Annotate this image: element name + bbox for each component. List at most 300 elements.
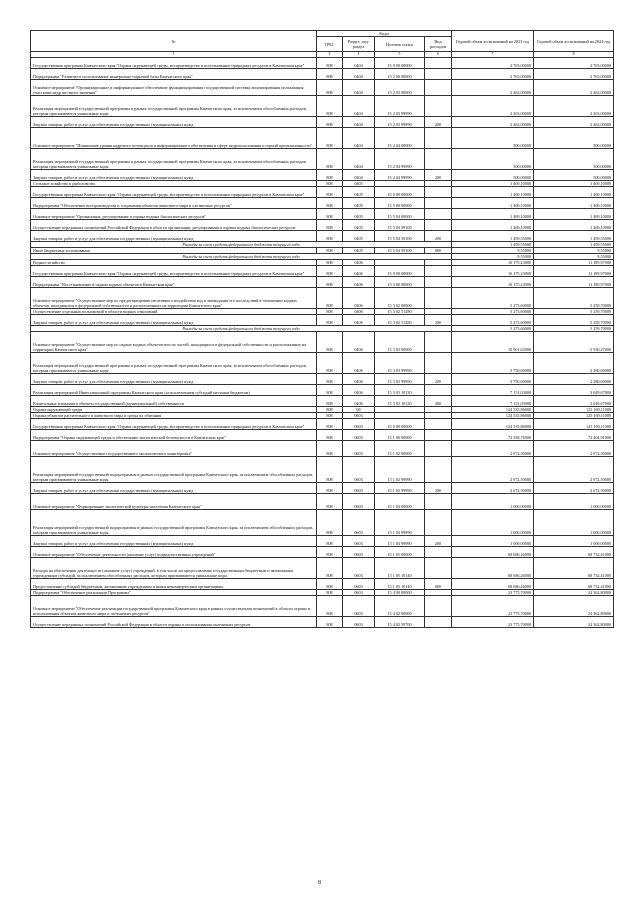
row-vid [425,384,452,395]
row-value-2023: 500,00000 [452,169,534,180]
row-description: Закупка товаров, работ и услуг для обеспечения государственных (муниципальных) нужд [31,535,317,546]
row-grbs: 808 [317,509,343,535]
row-grbs: 808 [317,373,343,384]
table-row [31,95,614,116]
row-description: Основное мероприятие "Осуществление государственного экологического мониторинга" [31,440,317,456]
table-row [31,57,614,68]
row-grbs: 808 [317,308,343,314]
row-description: Иные бюджетные ассигнования [31,247,317,253]
row-vid [425,509,452,535]
row-value-2024: 5 930,27000 [534,331,614,352]
row-vid [425,79,452,95]
row-grbs: 808 [317,440,343,456]
row-razdel: 0603 [343,509,375,535]
row-razdel: 0404 [343,127,375,148]
row-value-2024: 1 469,10000 [534,208,614,219]
row-razdel: 0603 [343,493,375,509]
row-value-2023: 68 686,26000 [452,557,534,578]
column-number: 3 [317,52,343,58]
row-italic-note: Расходы за счет средств федерального бюджета текущего года [31,253,452,259]
row-value-2023: 72 358,76000 [452,429,534,440]
row-description: Основное мероприятие "Формирование экологической культуры населения Камчатского края" [31,493,317,509]
column-number: 6 [425,52,452,58]
row-razdel: 0404 [343,79,375,95]
row-statya: 15 2 03 00000 [375,79,425,95]
row-grbs: 808 [317,95,343,116]
row-description: Основное мероприятие "Организация, регулирование и охрана водных биологических ресурсов" [31,208,317,219]
row-value-2024: 125 169,11000 [534,412,614,418]
row-statya: 15 5 04 00000 [375,208,425,219]
row-statya: 15 2 04 99990 [375,169,425,180]
row-grbs: 808 [317,276,343,287]
row-razdel: 0603 [343,589,375,595]
row-description: Закупка товаров, работ и услуг для обеспечения государственных (муниципальных) нужд [31,169,317,180]
row-grbs: 808 [317,578,343,589]
row-vid [425,546,452,557]
row-statya: 15 5 04 59100 [375,230,425,241]
table-row [31,418,614,429]
row-vid [425,493,452,509]
row-value-2023: 1 469,10000 [452,197,534,208]
row-vid [425,456,452,482]
row-grbs: 808 [317,148,343,169]
row-value-2024: 1 000,00000 [534,509,614,535]
header-2024: Годовой объем ассигнований на 2024 год [534,31,614,52]
row-vid [425,95,452,116]
row-statya: 15 3 02 51280 [375,308,425,314]
row-value-2023: 7 151,03000 [452,395,534,406]
row-description: Закупка товаров, работ и услуг для обеспечения государственных (муниципальных) нужд [31,230,317,241]
row-value-2024: 68 732,41000 [534,557,614,578]
row-statya: 15 1 02 00000 [375,440,425,456]
header-codes: Коды [317,31,452,37]
row-value-2024: 5 259,70000 [534,287,614,308]
row-description: Реализация мероприятий государственной программы в рамках государственной программы Камчатского края, за исключением обособленных расходов, которым присваиваются уникальные коды [31,148,317,169]
row-value-2023: 2 672,50000 [452,482,534,493]
row-description: Основное мероприятие "Организационное и информационное обеспечение функционирования государственной системы лицензирования пользования участками недр местного значения" [31,79,317,95]
row-statya: 15 3 03 99990 [375,352,425,373]
row-grbs: 808 [317,208,343,219]
row-vid [425,331,452,352]
row-vid: 200 [425,482,452,493]
row-description: Закупка товаров, работ и услуг для обеспечения государственных (муниципальных) нужд [31,116,317,127]
row-description: Государственная программа Камчатского края "Охрана окружающей среды, воспроизводство и использование природных ресурсов в Камчатском крае" [31,265,317,276]
row-grbs: 808 [317,406,343,412]
row-razdel: 0406 [343,373,375,384]
row-razdel: 0405 [343,230,375,241]
row-value-2023: 16 175,23000 [452,276,534,287]
row-value-2023: 5 273,60000 [452,308,534,314]
table-row [31,127,614,148]
row-grbs: 808 [317,395,343,406]
row-value-2023: 5 273,60000 [452,314,534,325]
row-grbs: 808 [317,259,343,265]
row-value-2023: 5 273,60000 [452,325,534,331]
row-value-2024: 5 259,70000 [534,308,614,314]
row-grbs: 808 [317,116,343,127]
table-row [31,429,614,440]
row-grbs: 808 [317,180,343,186]
header-vid: Вид расходов [425,37,452,52]
table-row [31,535,614,546]
row-value-2024: 2 763,00000 [534,68,614,79]
row-description: Реализация мероприятий государственной программы в рамках государственной программы Камчатского края, за исключением обособленных расходов, которым присваиваются уникальные коды [31,95,317,116]
row-razdel: 0406 [343,395,375,406]
row-value-2023: 1 469,10000 [452,219,534,230]
table-row [31,148,614,169]
row-value-2024: 125 169,11000 [534,418,614,429]
row-grbs: 808 [317,589,343,595]
row-value-2023: 23 775,70000 [452,616,534,627]
row-description: Государственная программа Камчатского края "Охрана окружающей среды, воспроизводство и использование природных ресурсов в Камчатском крае" [31,186,317,197]
row-vid [425,616,452,627]
row-value-2024: 9,55000 [534,253,614,259]
row-value-2023: 124 535,86000 [452,406,534,412]
row-grbs: 808 [317,230,343,241]
row-grbs: 808 [317,79,343,95]
row-grbs: 808 [317,429,343,440]
table-row [31,557,614,578]
row-vid [425,418,452,429]
row-value-2024: 1 459,55000 [534,230,614,241]
row-value-2024: 2 280,60000 [534,373,614,384]
row-statya: 15 4 02 00000 [375,595,425,616]
row-value-2024: 5 259,70000 [534,325,614,331]
row-value-2023: 3 750,60000 [452,373,534,384]
row-grbs: 808 [317,418,343,429]
row-statya: 15 3 02 00000 [375,287,425,308]
row-razdel: 0405 [343,180,375,186]
row-value-2023: 23 775,70000 [452,595,534,616]
row-grbs: 808 [317,331,343,352]
table-row [31,276,614,287]
row-value-2023: 68 686,26000 [452,578,534,589]
row-statya: 15 0 00 00000 [375,265,425,276]
row-vid: 200 [425,314,452,325]
row-statya: 15 1 04 99990 [375,509,425,535]
row-value-2024: 2 280,60000 [534,352,614,373]
row-grbs: 808 [317,247,343,253]
row-value-2023: 2 263,00000 [452,79,534,95]
row-razdel: 0603 [343,440,375,456]
row-statya: 15 5 04 59100 [375,247,425,253]
row-value-2023: 1 469,10000 [452,208,534,219]
row-value-2024: 2 672,50000 [534,440,614,456]
table-row [31,186,614,197]
row-description: Охрана окружающей среды [31,406,317,412]
row-description: Основное мероприятие "Повышение уровня кадрового потенциала и информационного обеспечения в сфере недропользования и горной промышленности" [31,127,317,148]
table-row [31,395,614,406]
row-value-2024: 5 259,70000 [534,314,614,325]
row-grbs: 808 [317,412,343,418]
row-grbs: 808 [317,197,343,208]
row-grbs: 808 [317,219,343,230]
row-value-2023: 9,55000 [452,253,534,259]
row-value-2024: 11 189,97000 [534,276,614,287]
row-value-2023: 2 263,00000 [452,116,534,127]
row-statya: 15 2 00 00000 [375,68,425,79]
row-value-2024: 68 732,41000 [534,546,614,557]
row-vid: 200 [425,535,452,546]
row-description: Закупка товаров, работ и услуг для обеспечения государственных (муниципальных) нужд [31,373,317,384]
row-razdel: 0405 [343,197,375,208]
row-grbs: 808 [317,546,343,557]
row-value-2024: 125 169,11000 [534,406,614,412]
row-razdel: 0603 [343,578,375,589]
row-statya: 15 2 03 99990 [375,116,425,127]
row-description: Подпрограмма "Обеспечение реализации Программы" [31,589,317,595]
row-value-2023: 23 775,70000 [452,589,534,595]
row-value-2024: 1 469,10000 [534,219,614,230]
table-row [31,546,614,557]
row-value-2023: 9,55000 [452,247,534,253]
row-razdel: 0404 [343,68,375,79]
row-statya: 15 5 04 59100 [375,219,425,230]
row-vid [425,208,452,219]
header-grbs: ГРБС [317,37,343,52]
row-razdel: 0603 [343,557,375,578]
row-grbs: 808 [317,595,343,616]
row-value-2023: 16 175,23000 [452,259,534,265]
row-grbs: 808 [317,169,343,180]
row-description: Реализация мероприятий Инвестиционной программы Камчатского края (за исключением субсидий местным бюджетам) [31,384,317,395]
row-grbs: 808 [317,557,343,578]
row-statya: 15 1 04 99990 [375,535,425,546]
row-grbs: 808 [317,493,343,509]
row-grbs: 808 [317,482,343,493]
row-value-2023: 10 901,63000 [452,331,534,352]
row-statya: 15 1 00 00000 [375,429,425,440]
row-vid: 200 [425,169,452,180]
row-description: Основное мероприятие "Осуществление мер по охране водных объектов или их частей, находящихся в федеральной собственности и расположенных на территории Камчатского края" [31,331,317,352]
row-razdel: 0404 [343,95,375,116]
row-statya: 15 1 05 00000 [375,546,425,557]
row-value-2024: 3 649,67000 [534,395,614,406]
row-statya: 15 1 04 00000 [375,493,425,509]
row-value-2023: 1 000,00000 [452,535,534,546]
row-description: Подпрограмма "Развитие и использование минерально-сырьевой базы Камчатского края" [31,68,317,79]
row-description: Расходы на обеспечение деятельности (оказание услуг) учреждений, в том числе на предоставление государственным бюджетным и автономным учреждениям субсидий, за исключением обособленных расходов, которым присваиваются уникальные коды [31,557,317,578]
row-razdel: 0603 [343,429,375,440]
column-number: 7 [452,52,534,58]
row-vid [425,557,452,578]
row-value-2023: 68 686,26000 [452,546,534,557]
row-value-2023: 1 459,55000 [452,230,534,241]
table-row [31,352,614,373]
row-vid: 400 [425,395,452,406]
row-value-2023: 1 000,00000 [452,509,534,535]
row-value-2023: 124 535,86000 [452,418,534,429]
row-statya: 15 3 03 99990 [375,373,425,384]
table-body [31,52,614,628]
row-statya: 15 2 03 99990 [375,95,425,116]
row-razdel: 0405 [343,219,375,230]
table-row [31,595,614,616]
row-vid [425,276,452,287]
row-vid [425,127,452,148]
row-description: Осуществление переданных полномочий Российской Федерации в области организации, регулирования и охраны водных биологических ресурсов [31,219,317,230]
table-row [31,230,614,241]
header-statya: Целевая статья [375,37,425,52]
document-page [30,30,613,628]
row-vid: 200 [425,230,452,241]
row-description: Основное мероприятие "Обеспечение деятельности (оказание услуг) подведомственных учреждений" [31,546,317,557]
row-razdel: 0603 [343,418,375,429]
row-value-2023: 1 459,55000 [452,241,534,247]
row-razdel: 0603 [343,546,375,557]
row-value-2024: 3 649,67000 [534,384,614,395]
table-row [31,456,614,482]
row-description: Закупка товаров, работ и услуг для обеспечения государственных (муниципальных) нужд [31,314,317,325]
row-value-2024: 9,55000 [534,247,614,253]
header-2023: Годовой объем ассигнований на 2023 год [452,31,534,52]
row-description: Государственная программа Камчатского края "Охрана окружающей среды, воспроизводство и использование природных ресурсов в Камчатском крае" [31,57,317,68]
row-description: Реализация мероприятий государственной подпрограммы в рамках государственной программы Камчатского края, за исключением обособленных расходов, которым присваиваются уникальные коды [31,456,317,482]
row-vid [425,352,452,373]
row-grbs: 808 [317,535,343,546]
row-value-2023: 1 469,10000 [452,186,534,197]
row-description: Подпрограмма "Восстановление и охрана водных объектов в Камчатском крае" [31,276,317,287]
row-value-2023: 2 763,00000 [452,57,534,68]
table-row [31,208,614,219]
row-value-2023: 2 263,00000 [452,95,534,116]
table-row [31,440,614,456]
row-vid [425,68,452,79]
row-statya: 15 3 00 00000 [375,276,425,287]
row-value-2023: 1 469,10000 [452,180,534,186]
row-vid [425,197,452,208]
row-description: Осуществление отдельных полномочий в области водных отношений [31,308,317,314]
row-razdel: 0603 [343,412,375,418]
row-grbs: 808 [317,287,343,308]
row-statya: 15 2 04 00000 [375,127,425,148]
row-grbs: 808 [317,127,343,148]
row-value-2023: 2 763,00000 [452,68,534,79]
table-row [31,219,614,230]
row-razdel: 0603 [343,456,375,482]
row-value-2024: 24 362,80000 [534,616,614,627]
row-description: Водное хозяйство [31,259,317,265]
row-description: Реализация мероприятий государственной подпрограммы в рамках государственной программы Камчатского края, за исключением обособленных расходов, которым присваиваются уникальные коды [31,509,317,535]
table-row [31,68,614,79]
row-value-2024: 1 469,10000 [534,180,614,186]
row-razdel: 0603 [343,535,375,546]
column-number: 8 [534,52,614,58]
row-value-2023: 7 151,03000 [452,384,534,395]
row-statya: 15 2 04 99990 [375,148,425,169]
row-statya: 15 1 02 99990 [375,456,425,482]
row-statya: 15 0 00 00000 [375,186,425,197]
row-value-2024: 11 189,97000 [534,259,614,265]
row-grbs: 808 [317,57,343,68]
table-row [31,197,614,208]
row-statya: 15 1 05 10140 [375,557,425,578]
row-description: Осуществление переданных полномочий Российской Федерации в области охраны и использования охотничьих ресурсов [31,616,317,627]
row-value-2023: 500,00000 [452,127,534,148]
row-value-2023: 500,00000 [452,148,534,169]
column-number: 1 [31,52,317,58]
row-value-2024: 500,00000 [534,148,614,169]
table-row [31,616,614,627]
row-statya: 15 4 00 00000 [375,589,425,595]
row-statya: 15 4 02 59700 [375,616,425,627]
row-razdel: 0406 [343,314,375,325]
table-row [31,384,614,395]
row-razdel: 0603 [343,482,375,493]
row-statya: 15 3 02 51280 [375,314,425,325]
row-vid: 800 [425,247,452,253]
row-razdel: 0406 [343,308,375,314]
row-vid [425,57,452,68]
row-value-2023: 5 273,60000 [452,287,534,308]
row-value-2023: 124 535,86000 [452,412,534,418]
column-number: 5 [375,52,425,58]
row-vid: 200 [425,116,452,127]
row-description: Реализация мероприятий государственной программы в рамках государственной программы Камчатского края, за исключением обособленных расходов, которым присваиваются уникальные коды [31,352,317,373]
row-value-2024: 2 672,50000 [534,482,614,493]
row-grbs: 808 [317,456,343,482]
row-razdel: 0406 [343,384,375,395]
row-razdel: 0406 [343,352,375,373]
row-vid [425,429,452,440]
row-description: Основное мероприятие "Осуществление мер по предотвращению негативного воздействия вод и ликвидации его последствий в отношении водных объектов, находящихся в федеральной собственности и расположенных на территории Камчатского края" [31,287,317,308]
row-vid [425,219,452,230]
header-razdel: Раздел, под-раздел [343,37,375,52]
row-italic-note: Расходы за счет средств федерального бюджета текущего года [31,325,452,331]
row-value-2024: 1 000,00000 [534,493,614,509]
row-grbs: 808 [317,265,343,276]
row-grbs: 808 [317,68,343,79]
row-value-2023: 2 672,50000 [452,456,534,482]
row-value-2024: 2 763,00000 [534,57,614,68]
row-statya: 15 0 00 00000 [375,418,425,429]
table-row [31,331,614,352]
row-value-2023: 1 000,00000 [452,493,534,509]
row-value-2024: 500,00000 [534,169,614,180]
row-razdel: 0406 [343,259,375,265]
row-vid [425,148,452,169]
row-grbs: 808 [317,314,343,325]
row-grbs: 808 [317,384,343,395]
row-value-2024: 1 000,00000 [534,535,614,546]
row-italic-note: Расходы за счет средств федерального бюджета текущего года [31,241,452,247]
row-statya: 15 3 03 00000 [375,331,425,352]
row-value-2023: 16 175,23000 [452,265,534,276]
table-row [31,265,614,276]
row-description: Закупка товаров, работ и услуг для обеспечения государственных (муниципальных) нужд [31,482,317,493]
table-row [31,373,614,384]
table-row [31,509,614,535]
row-statya: 15 0 00 00000 [375,57,425,68]
table-row [31,116,614,127]
table-row [31,578,614,589]
table-row [31,314,614,325]
row-value-2024: 2 263,00000 [534,116,614,127]
row-vid [425,287,452,308]
row-description: Подпрограмма "Охрана окружающей среды и обеспечение экологической безопасности в Камчатском крае" [31,429,317,440]
row-razdel: 0404 [343,169,375,180]
row-value-2024: 1 459,55000 [534,241,614,247]
table-row [31,287,614,308]
row-description: Сельское хозяйство и рыболовство [31,180,317,186]
row-statya: 15 3 03 10130 [375,384,425,395]
row-razdel: 0603 [343,595,375,616]
row-statya: 15 1 02 99990 [375,482,425,493]
page-number: 8 [318,880,321,886]
row-razdel: 06 [343,406,375,412]
row-vid [425,186,452,197]
row-value-2023: 2 672,50000 [452,440,534,456]
